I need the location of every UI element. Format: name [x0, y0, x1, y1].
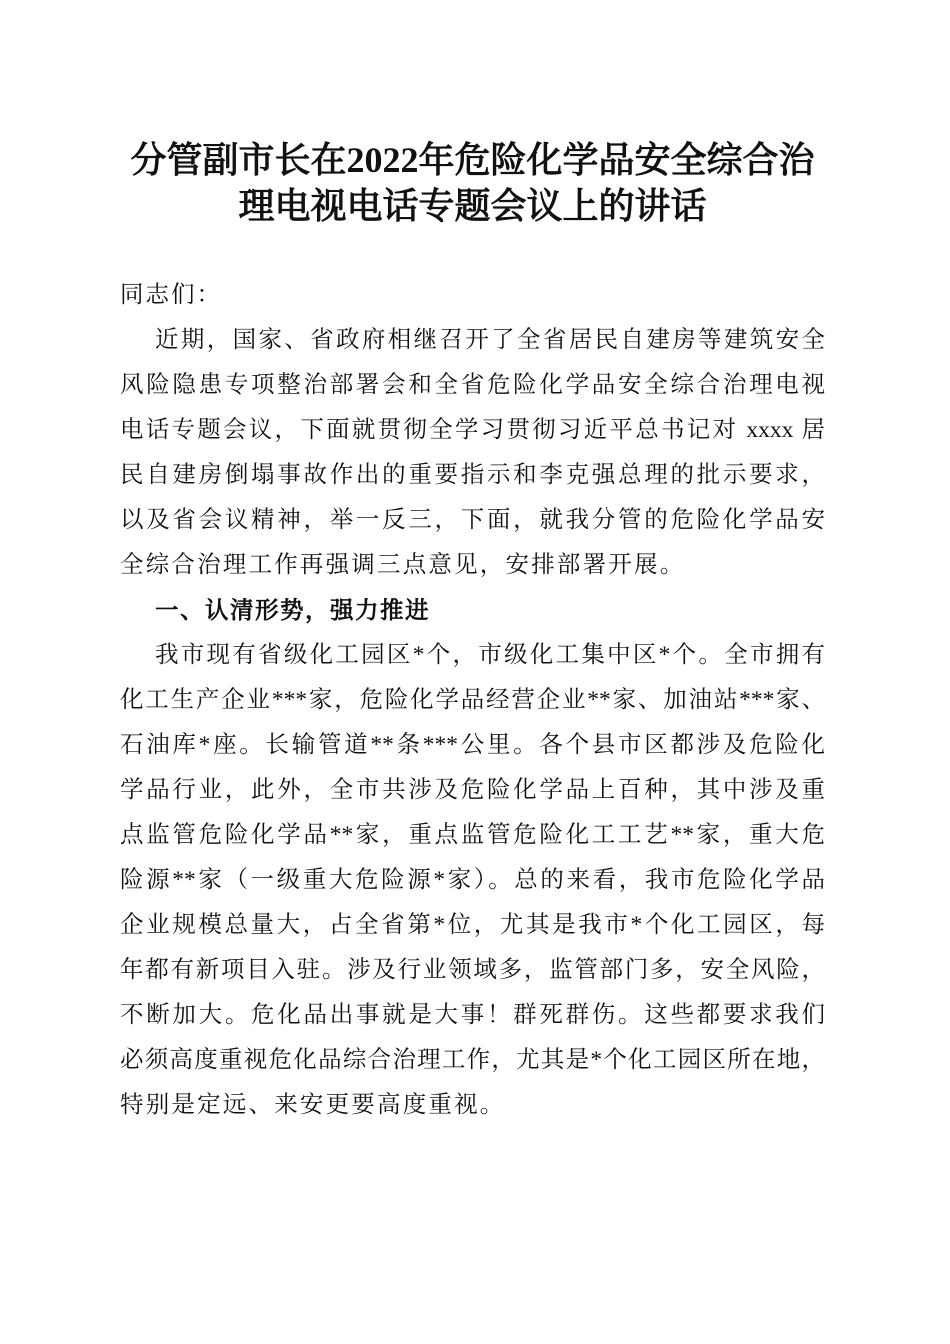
intro-paragraph: [120, 318, 825, 588]
paragraph-line: 险源**家（一级重大危险源*家）。总的来看，我市危险化学品: [120, 867, 825, 893]
paragraph-line: 风险隐患专项整治部署会和全省危险化学品安全综合治理电视: [120, 372, 825, 398]
paragraph-line: 化工生产企业***家，危险化学品经营企业**家、加油站***家、: [120, 687, 825, 713]
paragraph-line: 我市现有省级化工园区*个，市级化工集中区*个。全市拥有: [155, 642, 825, 668]
title-line: 分管副市长在2022年危险化学品安全综合治: [130, 140, 815, 180]
paragraph-line: 特别是定远、来安更要高度重视。: [120, 1092, 506, 1118]
paragraph-line: 点监管危险化学品**家，重点监管危险化工工艺**家，重大危: [120, 822, 825, 848]
paragraph-line: 必须高度重视危化品综合治理工作，尤其是*个化工园区所在地，: [120, 1047, 825, 1073]
paragraph-line: 近期，国家、省政府相继召开了全省居民自建房等建筑安全: [155, 327, 825, 353]
document-content: [120, 137, 825, 1128]
paragraph-line: 学品行业，此外，全市共涉及危险化学品上百种，其中涉及重: [120, 777, 825, 803]
title-line: 理电视电话专题会议上的讲话: [238, 186, 707, 226]
paragraph-line: 年都有新项目入驻。涉及行业领域多，监管部门多，安全风险，: [120, 957, 825, 983]
document-title: [120, 137, 825, 229]
paragraph-line: 民自建房倒塌事故作出的重要指示和李克强总理的批示要求，: [120, 462, 825, 488]
section-1-paragraph: [120, 633, 825, 1128]
paragraph-line: 全综合治理工作再强调三点意见，安排部署开展。: [120, 552, 686, 578]
paragraph-line: 企业规模总量大，占全省第*位，尤其是我市*个化工园区，每: [120, 912, 825, 938]
paragraph-line: 石油库*座。长输管道**条***公里。各个县市区都涉及危险化: [120, 732, 825, 758]
paragraph-line: 电话专题会议，下面就贯彻全学习贯彻习近平总书记对 xxxx 居: [120, 417, 825, 443]
paragraph-line: 以及省会议精神，举一反三，下面，就我分管的危险化学品安: [120, 507, 825, 533]
document-body: [120, 273, 825, 1128]
salutation: 同志们：: [120, 282, 222, 308]
paragraph-line: 不断加大。危化品出事就是大事！群死群伤。这些都要求我们: [120, 1002, 825, 1028]
section-heading: 一、认清形势，强力推进: [155, 597, 430, 623]
